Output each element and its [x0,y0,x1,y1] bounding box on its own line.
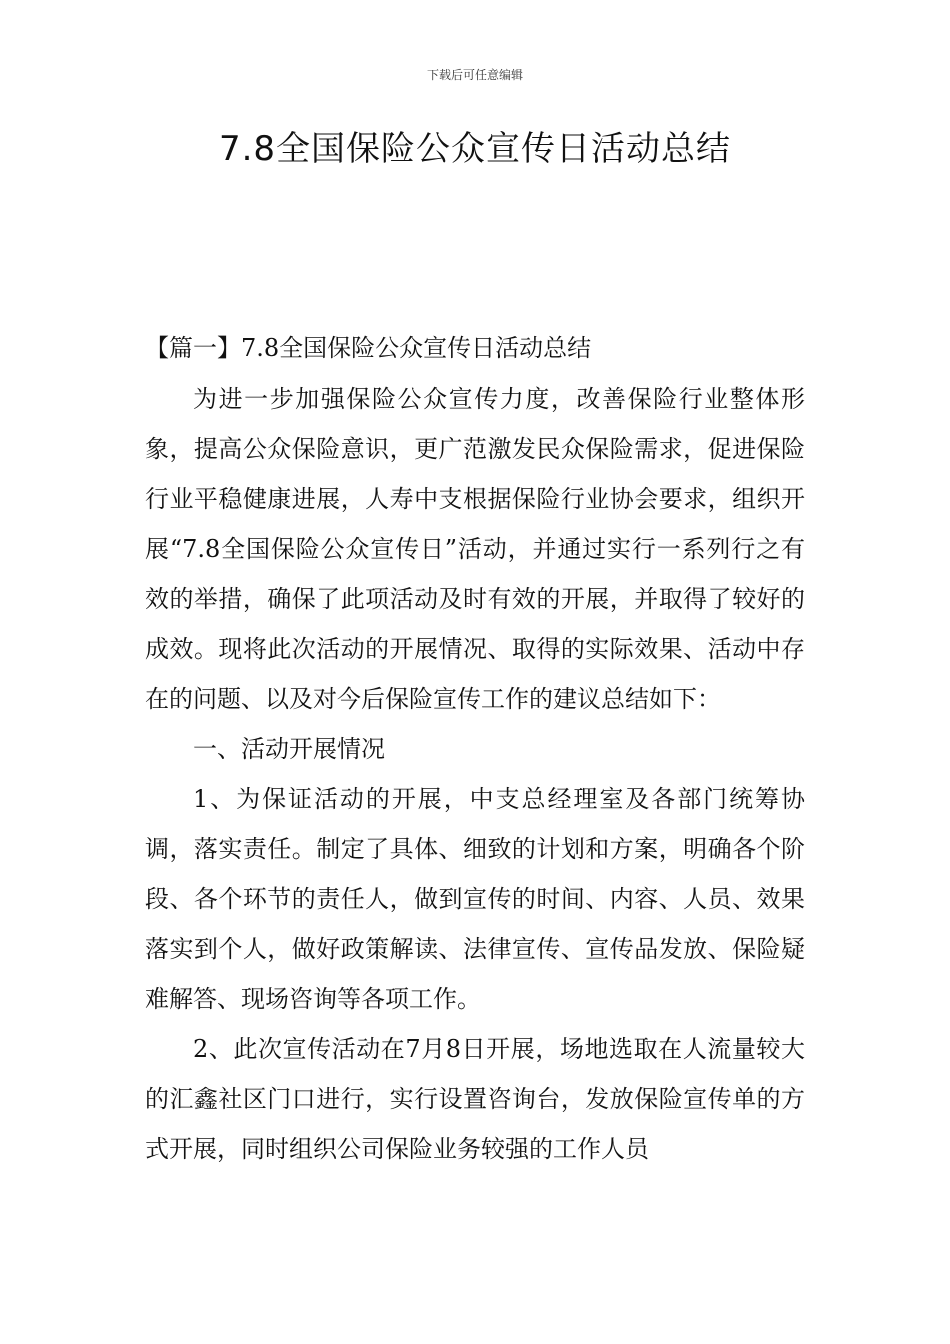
section-heading: 【篇一】7.8全国保险公众宣传日活动总结 [145,334,592,362]
document-title: 7.8全国保险公众宣传日活动总结 [218,129,732,169]
header-note: 下载后可任意编辑 [426,68,523,82]
paragraph-section-one-heading: 一、活动开展情况 [193,735,385,763]
paragraph-intro: 为进一步加强保险公众宣传力度，改善保险行业整体形象，提高公众保险意识，更广范激发民众保险需求，促进保险行业平稳健康进展，人寿中支根据保险行业协会要求，组织开展“7.8全国保险公众宣传日”活动，并通过实行一系列行之有效的举措，确保了此项活动及时有效的开展，并取得了较好的成效。现将此次活动的开展情况、取得的实际效果、活动中存在的问题、以及对今后保险宣传工作的建议总结如下： [145,385,805,713]
paragraph-item-1: 1、为保证活动的开展，中支总经理室及各部门统筹协调，落实责任。制定了具体、细致的计划和方案，明确各个阶段、各个环节的责任人，做到宣传的时间、内容、人员、效果落实到个人，做好政策解读、法律宣传、宣传品发放、保险疑难解答、现场咨询等各项工作。 [145,785,805,1013]
paragraph-item-2: 2、此次宣传活动在7月8日开展，场地选取在人流量较大的汇鑫社区门口进行，实行设置咨询台，发放保险宣传单的方式开展，同时组织公司保险业务较强的工作人员 [145,1035,805,1163]
document-body [145,374,805,1174]
